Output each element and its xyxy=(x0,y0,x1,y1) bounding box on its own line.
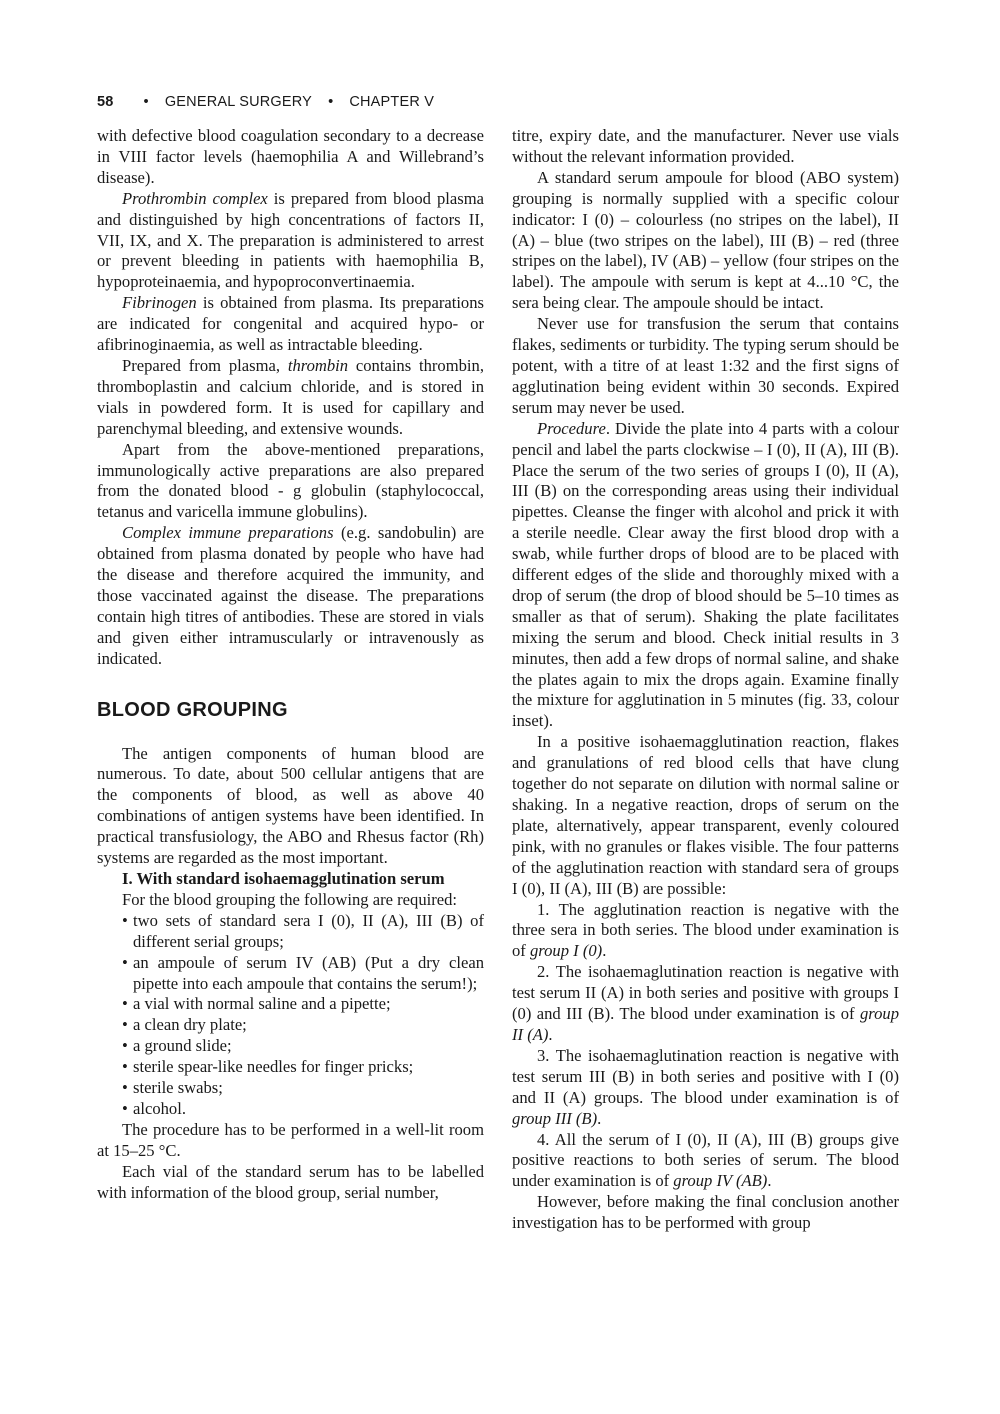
paragraph-complex-immune: Complex immune preparations (e.g. sandobulin) are obtained from plasma donated by people who have had the disease and therefore acquired the immunity, and those vaccinated against the disease. The preparations contain high titres of antibodies. These are stored in vials and given either intramuscularly or intravenously as indicated. xyxy=(97,523,484,668)
list-item: • a vial with normal saline and a pipette; xyxy=(122,994,484,1015)
paragraph-continuation: titre, expiry date, and the manufacturer. Never use vials without the relevant information provided. xyxy=(512,126,899,166)
book-title: GENERAL SURGERY xyxy=(164,94,313,110)
paragraph-vial-labelling: Each vial of the standard serum has to be labelled with information of the blood group, serial number, xyxy=(97,1161,484,1202)
list-item: • two sets of standard sera I (0), II (A), III (B) of different serial groups; xyxy=(122,911,484,953)
group-label: group II (A) xyxy=(512,1004,899,1044)
paragraph-colour-indicator: A standard serum ampoule for blood (ABO system) grouping is normally supplied with a specific colour indicator: I (0) – colourless (no stripes on the label), II (A) – blue (two stripes on the label), III (B) – red (three stripes on the label), IV (AB) – yellow (four stripes on the label). The ampoule with serum is kept at 4...10 °C, the sera being clear. The ampoule should be intact. xyxy=(512,167,899,313)
paragraph-conclusion: However, before making the final conclusion another investigation has to be performed with group xyxy=(512,1192,899,1233)
paragraph-procedure: Procedure. Divide the plate into 4 parts with a colour pencil and label the parts clockwise – I (0), II (A), III (B). Place the serum of the two series of groups I (0), II (A), III (B) on the corresponding areas using their individual pipettes. Cleanse the finger with alcohol and prick it with a sterile needle. Clear away the first blood drop with a swab, while further drops of blood are to be placed with different edges of the slide and thoroughly mixed with a drop of serum (the drop of blood should be 5–10 times as smaller as that of serum). Shaking the plate facilitates mixing the serum and blood. Check initial results in 3 minutes, then add a few drops of normal saline, and shake the plates again to mix the drops again. Examine finally the mixture for agglutination in 5 minutes (fig. 33, colour inset). xyxy=(512,418,899,731)
paragraph-prothrombin: Prothrombin complex is prepared from blood plasma and distinguished by high concentrations of factors II, VII, IX, and X. The preparation is administered to arrest or prevent bleeding in patients with haemophilia B, hypoproteinaemia, and hypoproconvertinaemia. xyxy=(97,188,484,292)
paragraph-never-use: Never use for transfusion the serum that contains flakes, sediments or turbidity. The typing serum should be potent, with a titre of at least 1:32 and the first signs of agglutination being evident within 30 seconds. Expired serum may never be used. xyxy=(512,314,899,417)
term-prothrombin-complex: Prothrombin complex xyxy=(122,188,268,208)
paragraph-thrombin: Prepared from plasma, thrombin contains thrombin, thromboplastin and calcium chloride, and is stored in vials in powdered form. It is used for capillary and parenchymal bleeding, and extensive wounds. xyxy=(97,355,484,438)
result-item-3: 3. The isohaemaglutination reaction is negative with test serum III (B) in both series and positive with I (0) and II (A) groups. The blood under examination is of group III (B). xyxy=(512,1045,899,1128)
paragraph-required: For the blood grouping the following are required: xyxy=(122,889,458,909)
paragraph-room-temperature: The procedure has to be performed in a well-lit room at 15–25 °C. xyxy=(97,1119,484,1160)
term-thrombin: thrombin xyxy=(287,355,349,375)
section-heading: BLOOD GROUPING xyxy=(97,698,288,721)
result-item-2: 2. The isohaemaglutination reaction is negative with test serum II (A) in both series and positive with groups I (0) and III (B). The blood under examination is of group II (A). xyxy=(512,962,899,1044)
list-item: • a ground slide; xyxy=(122,1036,484,1057)
list-item: • sterile spear-like needles for finger pricks; xyxy=(122,1057,484,1078)
paragraph-reaction: In a positive isohaemagglutination reaction, flakes and granulations of red blood cells that have clung together do not separate on dilution with normal saline or shaking. In a negative reaction, drops of serum on the plate, alternatively, appear transparent, evenly coloured pink, with no granules or flakes visible. The four patterns of the agglutination reaction with standard sera of groups I (0), II (A), III (B) are possible: xyxy=(512,732,899,898)
subheading: I. With standard isohaemagglutination serum xyxy=(122,869,445,888)
list-item: • sterile swabs; xyxy=(122,1078,484,1099)
list-item: • an ampoule of serum IV (AB) (Put a dry clean pipette into each ampoule that contains the serum!); xyxy=(122,953,484,995)
list-item: • alcohol. xyxy=(122,1099,484,1120)
page-number: 58 xyxy=(97,94,114,110)
group-label: group IV (AB) xyxy=(673,1171,768,1191)
paragraph-continuation: with defective blood coagulation secondary to a decrease in VIII factor levels (haemophilia A and Willebrand’s disease). xyxy=(97,126,484,187)
left-column xyxy=(97,126,484,1204)
term-complex-immune-preparations: Complex immune preparations xyxy=(122,523,334,543)
paragraph-immunological: Apart from the above-mentioned preparations, immunologically active preparations are also prepared from the donated blood - g globulin (staphylococcal, tetanus and varicella immune globulins). xyxy=(97,439,484,522)
paragraph-antigens: The antigen components of human blood are numerous. To date, about 500 cellular antigens that are the components of blood, as well as above 40 combinations of antigen systems have been identified. In practical transfusiology, the ABO and Rhesus factor (Rh) systems are regarded as the most important. xyxy=(97,743,484,868)
bullet-separator: • xyxy=(143,94,149,110)
chapter-label: CHAPTER V xyxy=(349,94,435,110)
bullet-separator: • xyxy=(328,94,334,110)
list-item: • a clean dry plate; xyxy=(122,1015,484,1036)
result-item-1: 1. The agglutination reaction is negative with the three sera in both series. The blood under examination is of group I (0). xyxy=(512,899,899,961)
group-label: group I (0) xyxy=(529,941,603,961)
right-column xyxy=(512,126,899,1234)
running-head xyxy=(97,94,434,110)
term-fibrinogen: Fibrinogen xyxy=(122,293,197,313)
required-items-list xyxy=(97,911,484,1120)
group-label: group III (B) xyxy=(512,1108,598,1128)
paragraph-fibrinogen: Fibrinogen is obtained from plasma. Its preparations are indicated for congenital and acquired hypo- or afibrinoginaemia, as well as intractable bleeding. xyxy=(97,293,484,355)
result-item-4: 4. All the serum of I (0), II (A), III (B) groups give positive reactions to both series of serum. The blood under examination is of group IV (AB). xyxy=(512,1129,899,1191)
term-procedure: Procedure xyxy=(537,418,606,438)
